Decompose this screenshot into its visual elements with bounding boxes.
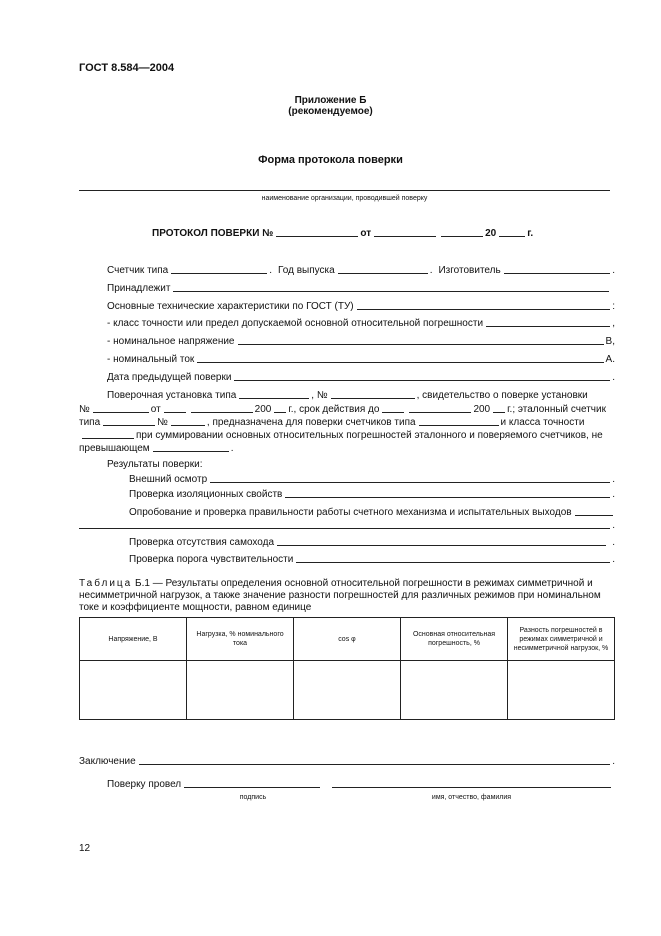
threshold-field[interactable] [296, 562, 610, 563]
valid-day-field[interactable] [382, 412, 404, 413]
table-caption-3: токе и коэффициенте мощности, равном единице [79, 602, 312, 613]
prev-date-label: Дата предыдущей поверки [107, 372, 232, 383]
signature-row [107, 779, 615, 790]
creep-dot: . [612, 537, 615, 548]
visual-dot: . [612, 474, 615, 485]
header-load: Нагрузка, % номинального тока [187, 618, 294, 661]
full-name-field[interactable] [332, 787, 611, 788]
protocol-title-row [152, 228, 533, 239]
meter-type-field[interactable] [171, 273, 267, 274]
table-caption-2: несимметричной нагрузок, а также значение разности погрешностей для различных режимов при номинальном [79, 590, 601, 601]
counting-row [129, 507, 615, 518]
certificate-from-label: от [150, 404, 161, 415]
meter-row [107, 265, 615, 276]
specs-label: Основные технические характеристики по ГОСТ (ТУ) [107, 301, 354, 312]
table-row [80, 661, 615, 720]
accuracy-field[interactable] [486, 326, 610, 327]
accuracy-row [107, 318, 615, 329]
form-title: Форма протокола поверки [258, 154, 403, 166]
valid-year-prefix: 200 [473, 404, 491, 415]
cell-basic-error[interactable] [401, 661, 508, 720]
specs-row [107, 301, 615, 312]
visual-row [129, 474, 615, 485]
installation-line-4 [79, 430, 615, 441]
certificate-number-field[interactable] [93, 412, 149, 413]
protocol-day-field[interactable] [374, 236, 436, 237]
threshold-dot: . [612, 554, 615, 565]
installation-certificate-label: , свидетельство о поверке установки [416, 390, 588, 401]
reference-type-label: типа [79, 417, 101, 428]
protocol-from-label: от [360, 228, 372, 239]
cell-voltage[interactable] [80, 661, 187, 720]
cell-load[interactable] [187, 661, 294, 720]
year-made-field[interactable] [338, 273, 428, 274]
meter-dot: . [269, 265, 273, 276]
installation-line-3 [79, 417, 615, 428]
year-dot: . [429, 265, 433, 276]
signature-caption: подпись [239, 794, 267, 801]
insulation-label: Проверка изоляционных свойств [129, 489, 283, 500]
insulation-dot: . [612, 489, 615, 500]
full-name-caption: имя, отчество, фамилия [431, 794, 512, 801]
prev-date-field[interactable] [234, 380, 610, 381]
voltage-unit: В, [605, 336, 615, 347]
prev-date-row [107, 372, 615, 383]
year-made-label: Год выпуска [278, 265, 335, 276]
current-field[interactable] [197, 362, 603, 363]
visual-label: Внешний осмотр [129, 474, 208, 485]
installation-number-label: , № [311, 390, 328, 401]
current-label: - номинальный ток [107, 354, 195, 365]
valid-year-field[interactable] [493, 412, 505, 413]
conclusion-field[interactable] [139, 764, 611, 765]
conclusion-dot: . [612, 756, 615, 767]
header-voltage: Напряжение, В [80, 618, 187, 661]
meter-types-field[interactable] [419, 425, 499, 426]
belongs-field[interactable] [173, 291, 609, 292]
installation-line-5 [79, 443, 615, 454]
accuracy-comma: , [612, 318, 615, 329]
accuracy-class-label: и класса точности [500, 417, 585, 428]
not-exceeding-field[interactable] [153, 451, 229, 452]
appendix-subtitle: (рекомендуемое) [288, 106, 373, 117]
certificate-year-field[interactable] [274, 412, 286, 413]
verified-by-label: Поверку провел [107, 779, 182, 790]
counting-label: Опробование и проверка правильности работы счетного механизма и испытательных выходов [129, 507, 572, 518]
accuracy-label: - класс точности или предел допускаемой основной относительной погрешности [107, 318, 484, 329]
page-number: 12 [79, 843, 91, 854]
org-name-caption: наименование организации, проводившей поверку [261, 195, 428, 202]
table-caption-1: — Результаты определения основной относительной погрешности в режимах симметричной и [152, 578, 593, 589]
current-unit: А. [605, 354, 615, 365]
conclusion-label: Заключение [79, 756, 136, 767]
installation-line-1 [107, 390, 615, 401]
table-number: Б.1 [135, 578, 150, 589]
creep-row [129, 537, 615, 548]
standard-code: ГОСТ 8.584—2004 [79, 62, 175, 74]
certificate-month-field[interactable] [191, 412, 253, 413]
results-heading: Результаты поверки: [107, 459, 203, 470]
org-name-line [79, 190, 610, 191]
protocol-title: ПРОТОКОЛ ПОВЕРКИ № [152, 228, 274, 239]
counting-dot: . [612, 520, 615, 531]
belongs-row [107, 283, 615, 294]
specs-field[interactable] [357, 309, 611, 310]
specs-colon: : [612, 301, 615, 312]
appendix-title: Приложение Б [294, 95, 367, 106]
reference-number-label: № [157, 417, 168, 428]
protocol-number-field[interactable] [276, 236, 358, 237]
creep-label: Проверка отсутствия самохода [129, 537, 275, 548]
voltage-row [107, 336, 615, 347]
header-cos-phi: cos φ [294, 618, 401, 661]
error-sum-text: при суммировании основных относительных погрешностей эталонного и поверяемого счетчиков, не [136, 430, 603, 441]
protocol-year-suffix: г. [527, 228, 534, 239]
current-row [107, 354, 615, 365]
threshold-label: Проверка порога чувствительности [129, 554, 294, 565]
table-caption-line-1 [79, 578, 619, 590]
installation-type-field[interactable] [239, 398, 309, 399]
voltage-field[interactable] [238, 344, 604, 345]
cell-error-difference[interactable] [508, 661, 615, 720]
reference-number-field[interactable] [171, 425, 205, 426]
valid-month-field[interactable] [409, 412, 471, 413]
header-error-difference: Разность погрешностей в режимах симметричной и несимметричной нагрузок, % [508, 618, 615, 661]
counting-cont-field[interactable] [79, 528, 610, 529]
signature-field[interactable] [184, 787, 320, 788]
voltage-label: - номинальное напряжение [107, 336, 235, 347]
installation-end-dot: . [230, 443, 234, 454]
results-table [79, 617, 615, 720]
meter-type-label: Счетчик типа [107, 265, 169, 276]
belongs-label: Принадлежит [107, 283, 171, 294]
certificate-year-prefix: 200 [254, 404, 272, 415]
counting-field[interactable] [575, 515, 613, 516]
not-exceeding-label: превышающем [79, 443, 150, 454]
installation-number-field[interactable] [331, 398, 415, 399]
table-label: Таблица [79, 578, 133, 589]
certificate-number-label: № [79, 404, 90, 415]
manufacturer-field[interactable] [504, 273, 611, 274]
threshold-row [129, 554, 615, 565]
manufacturer-label: Изготовитель [438, 265, 501, 276]
installation-type-label: Поверочная установка типа [107, 390, 237, 401]
visual-field[interactable] [210, 482, 610, 483]
certificate-day-field[interactable] [164, 412, 186, 413]
meter-types-label: , предназначена для поверки счетчиков типа [206, 417, 416, 428]
table-header-row [80, 618, 615, 661]
prev-date-dot: . [612, 372, 615, 383]
reference-type-field[interactable] [103, 425, 155, 426]
conclusion-row [79, 756, 615, 767]
header-basic-error: Основная относительная погрешность, % [401, 618, 508, 661]
protocol-month-field[interactable] [441, 236, 483, 237]
manufacturer-dot: . [612, 265, 615, 276]
accuracy-class-field[interactable] [82, 438, 134, 439]
insulation-field[interactable] [285, 497, 610, 498]
insulation-row [129, 489, 615, 500]
protocol-year-field[interactable] [499, 236, 525, 237]
table-caption [79, 578, 619, 614]
installation-line-2 [79, 404, 615, 415]
valid-until-label: г., срок действия до [288, 404, 380, 415]
cell-cos-phi[interactable] [294, 661, 401, 720]
protocol-year-prefix: 20 [485, 228, 497, 239]
creep-field[interactable] [277, 545, 606, 546]
reference-meter-label: г.; эталонный счетчик [507, 404, 606, 415]
counting-cont-row [79, 520, 615, 531]
